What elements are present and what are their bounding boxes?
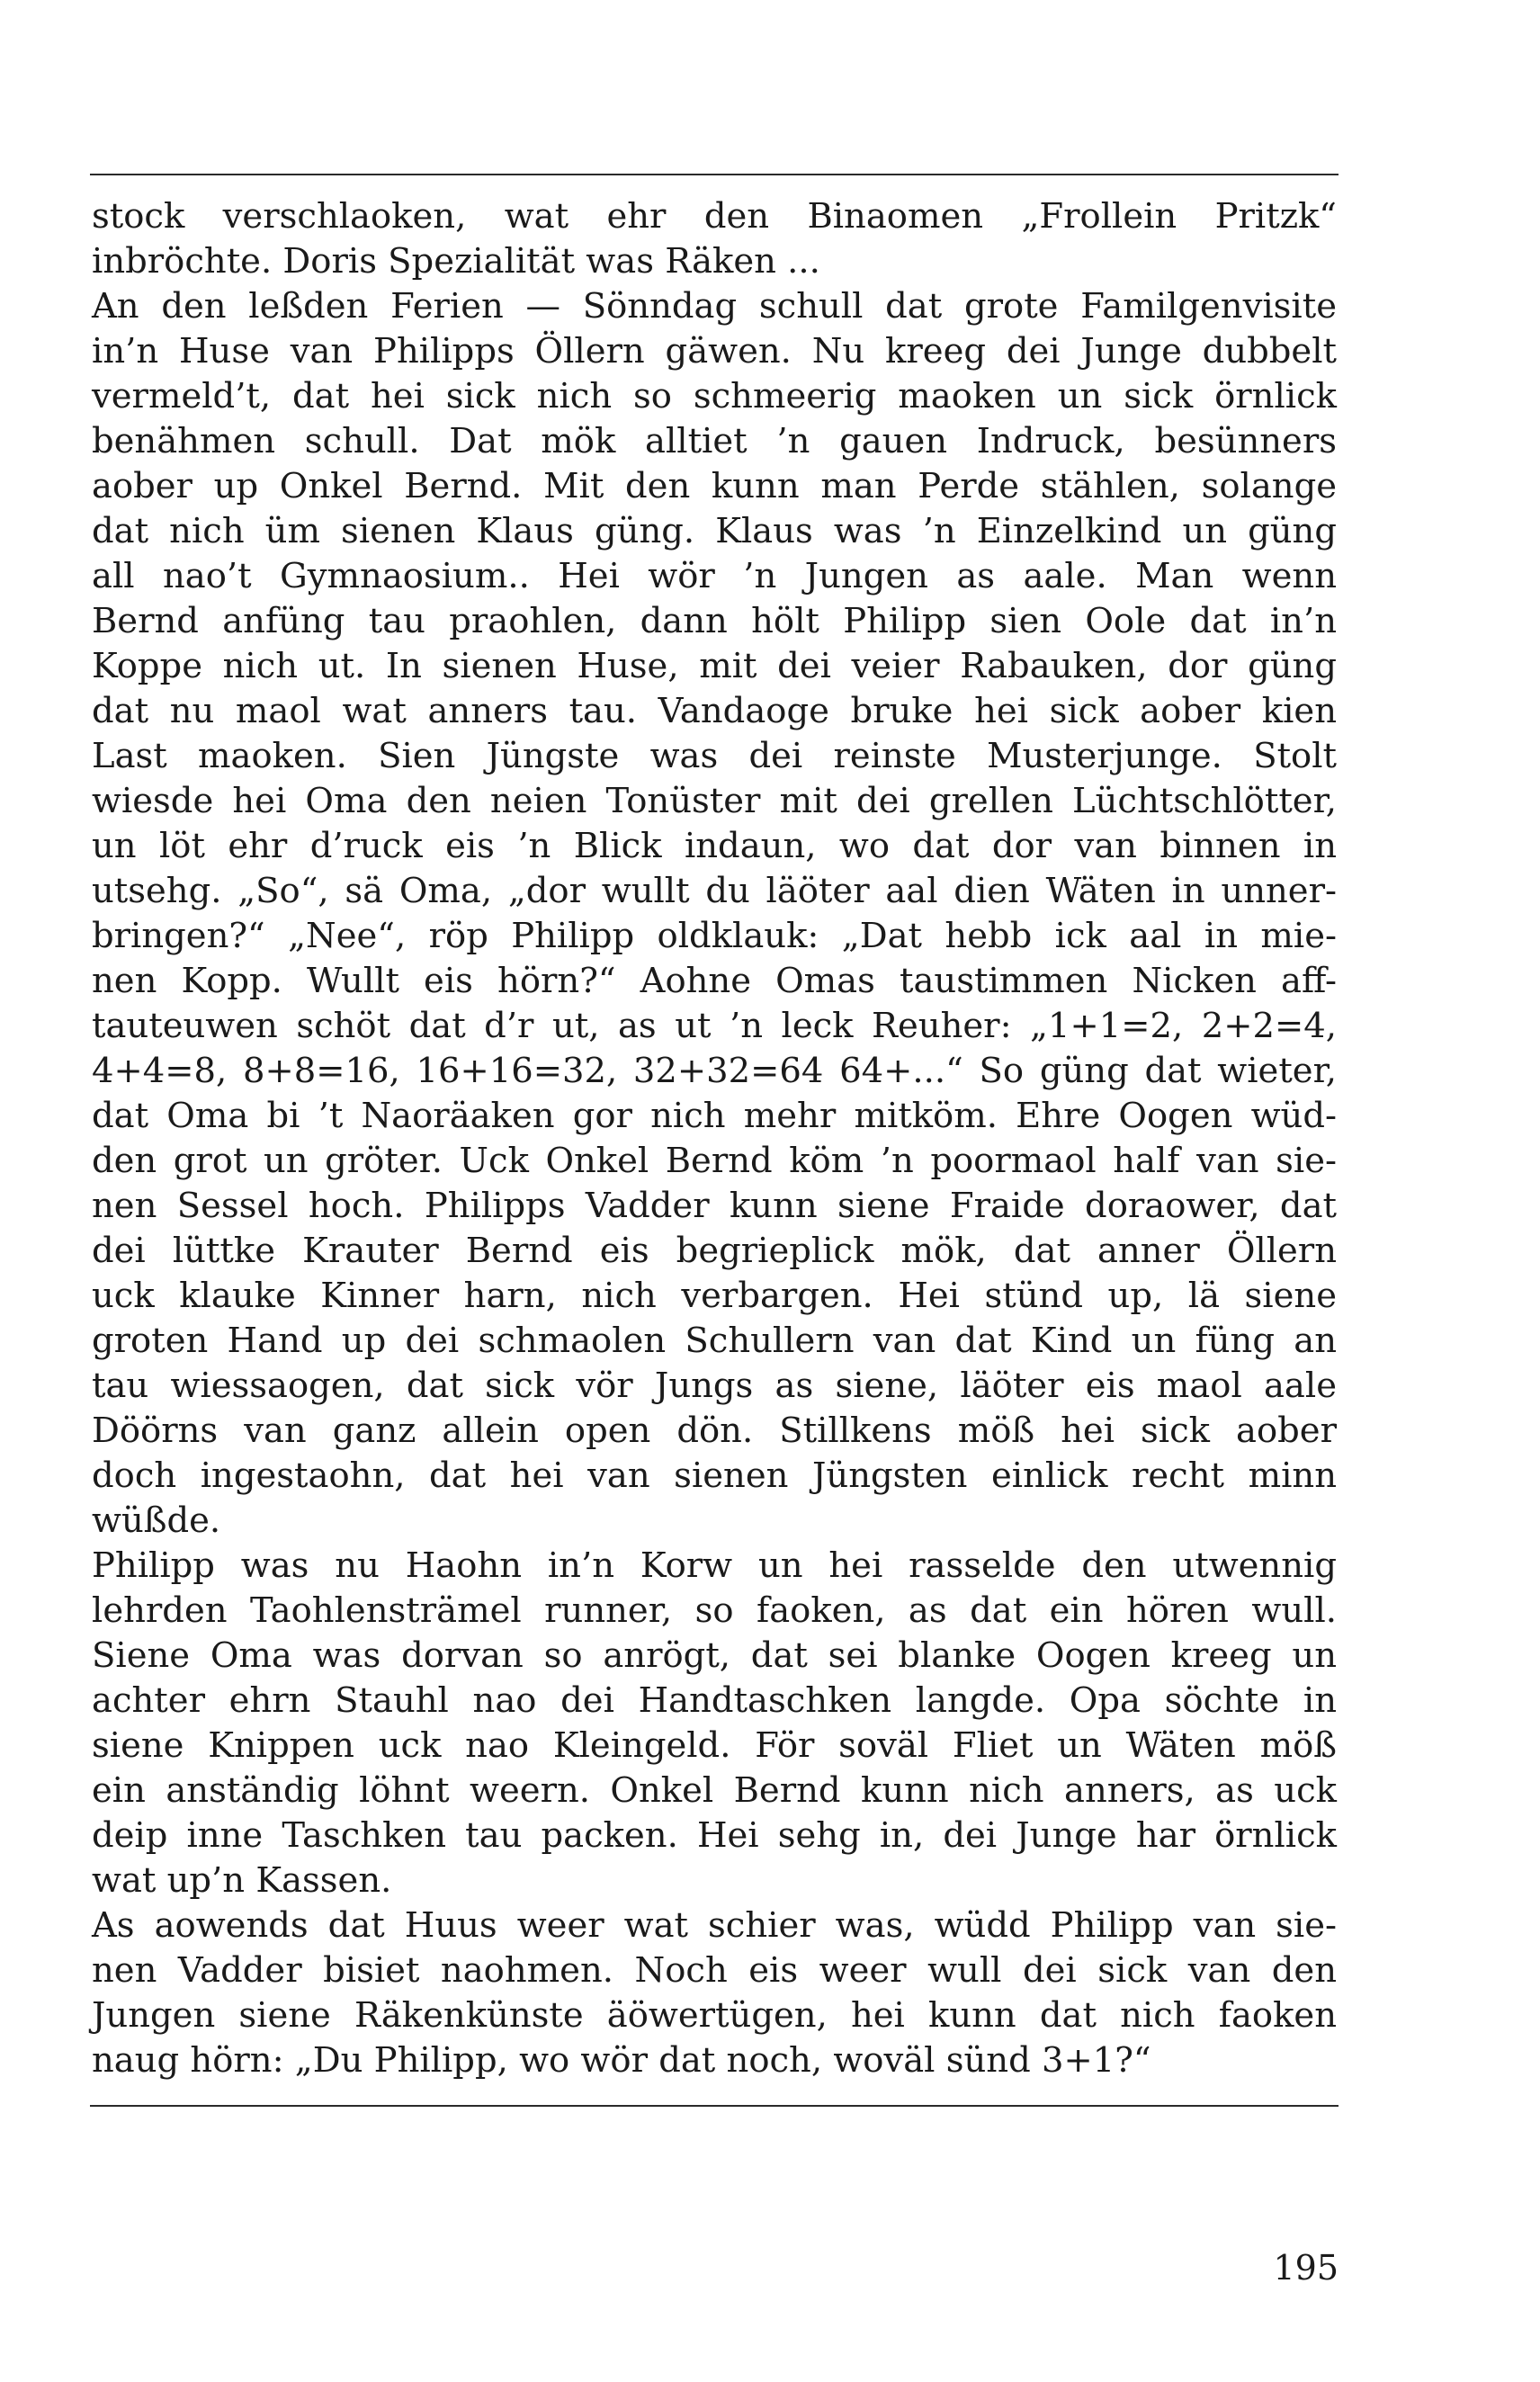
text-line: siene Knippen uck nao Kleingeld. För soväl Fliet un Wäten möß [92, 1725, 1337, 1766]
text-line: Last maoken. Sien Jüngste was dei reinste Musterjunge. Stolt [92, 736, 1337, 776]
text-line: wüßde. [92, 1500, 221, 1541]
text-line: nen Kopp. Wullt eis hörn?“ Aohne Omas taustimmen Nicken aff- [92, 961, 1337, 1001]
text-line: dat nu maol wat anners tau. Vandaoge bruke hei sick aober kien [92, 691, 1337, 731]
text-line: nen Vadder bisiet naohmen. Noch eis weer wull dei sick van den [92, 1950, 1337, 1991]
text-line: deip inne Taschken tau packen. Hei sehg in, dei Junge har örnlick [92, 1815, 1337, 1856]
text-line: achter ehrn Stauhl nao dei Handtaschken langde. Opa söchte in [92, 1680, 1337, 1721]
text-line: dat nich üm sienen Klaus güng. Klaus was ’n Einzelkind un güng [92, 511, 1337, 551]
text-line: aober up Onkel Bernd. Mit den kunn man Perde stählen, solange [92, 466, 1337, 506]
text-line: wiesde hei Oma den neien Tonüster mit dei grellen Lüchtschlötter, [92, 781, 1337, 821]
text-line: uck klauke Kinner harn, nich verbargen. Hei stünd up, lä siene [92, 1276, 1337, 1316]
text-line: den grot un gröter. Uck Onkel Bernd köm ’n poormaol half van sie- [92, 1141, 1337, 1181]
text-line: nen Sessel hoch. Philipps Vadder kunn siene Fraide doraower, dat [92, 1186, 1337, 1226]
text-line: in’n Huse van Philipps Öllern gäwen. Nu kreeg dei Junge dubbelt [92, 331, 1337, 372]
text-line: un löt ehr d’ruck eis ’n Blick indaun, wo dat dor van binnen in [92, 826, 1337, 866]
text-line: naug hörn: „Du Philipp, wo wör dat noch, woväl sünd 3+1?“ [92, 2040, 1151, 2081]
text-line: Siene Oma was dorvan so anrögt, dat sei blanke Oogen kreeg un [92, 1635, 1337, 1676]
text-line: An den leßden Ferien — Sönndag schull dat grote Familgenvisite [92, 286, 1337, 327]
bottom-rule [90, 2105, 1339, 2107]
text-line: dei lüttke Krauter Bernd eis begrieplick mök, dat anner Öllern [92, 1231, 1337, 1271]
text-line: Koppe nich ut. In sienen Huse, mit dei veier Rabauken, dor güng [92, 646, 1337, 686]
text-line: 4+4=8, 8+8=16, 16+16=32, 32+32=64 64+...“ So güng dat wieter, [92, 1051, 1337, 1091]
text-line: Jungen siene Räkenkünste äöwertügen, hei kunn dat nich faoken [92, 1995, 1337, 2036]
text-line: bringen?“ „Nee“, röp Philipp oldklauk: „Dat hebb ick aal in mie- [92, 916, 1337, 956]
text-line: Bernd anfüng tau praohlen, dann hölt Philipp sien Oole dat in’n [92, 601, 1337, 641]
text-line: wat up’n Kassen. [92, 1860, 392, 1901]
text-line: benähmen schull. Dat mök alltiet ’n gauen Indruck, besünners [92, 421, 1337, 461]
text-line: ein anständig löhnt weern. Onkel Bernd kunn nich anners, as uck [92, 1770, 1337, 1811]
text-line: all nao’t Gymnaosium.. Hei wör ’n Jungen as aale. Man wenn [92, 556, 1337, 596]
text-line: As aowends dat Huus weer wat schier was, wüdd Philipp van sie- [92, 1905, 1337, 1946]
text-line: stock verschlaoken, wat ehr den Binaomen „Frollein Pritzk“ [92, 196, 1337, 237]
text-line: tau wiessaogen, dat sick vör Jungs as siene, läöter eis maol aale [92, 1366, 1337, 1406]
text-line: Döörns van ganz allein open dön. Stillkens möß hei sick aober [92, 1410, 1337, 1451]
text-line: tauteuwen schöt dat d’r ut, as ut ’n leck Reuher: „1+1=2, 2+2=4, [92, 1006, 1337, 1046]
text-line: dat Oma bi ’t Naoräaken gor nich mehr mitköm. Ehre Oogen wüd- [92, 1096, 1337, 1136]
text-line: Philipp was nu Haohn in’n Korw un hei rasselde den utwennig [92, 1545, 1337, 1586]
text-line: inbröchte. Doris Spezialität was Räken ... [92, 241, 820, 282]
text-line: utsehg. „So“, sä Oma, „dor wullt du läöter aal dien Wäten in unner- [92, 871, 1337, 911]
page-number: 195 [1273, 2248, 1339, 2288]
text-line: lehrden Taohlensträmel runner, so faoken, as dat ein hören wull. [92, 1590, 1337, 1631]
text-line: groten Hand up dei schmaolen Schullern van dat Kind un füng an [92, 1321, 1337, 1361]
top-rule [90, 174, 1339, 175]
text-line: vermeld’t, dat hei sick nich so schmeerig maoken un sick örnlick [92, 376, 1337, 416]
text-line: doch ingestaohn, dat hei van sienen Jüngsten einlick recht minn [92, 1455, 1337, 1496]
body-text [92, 194, 1337, 2083]
